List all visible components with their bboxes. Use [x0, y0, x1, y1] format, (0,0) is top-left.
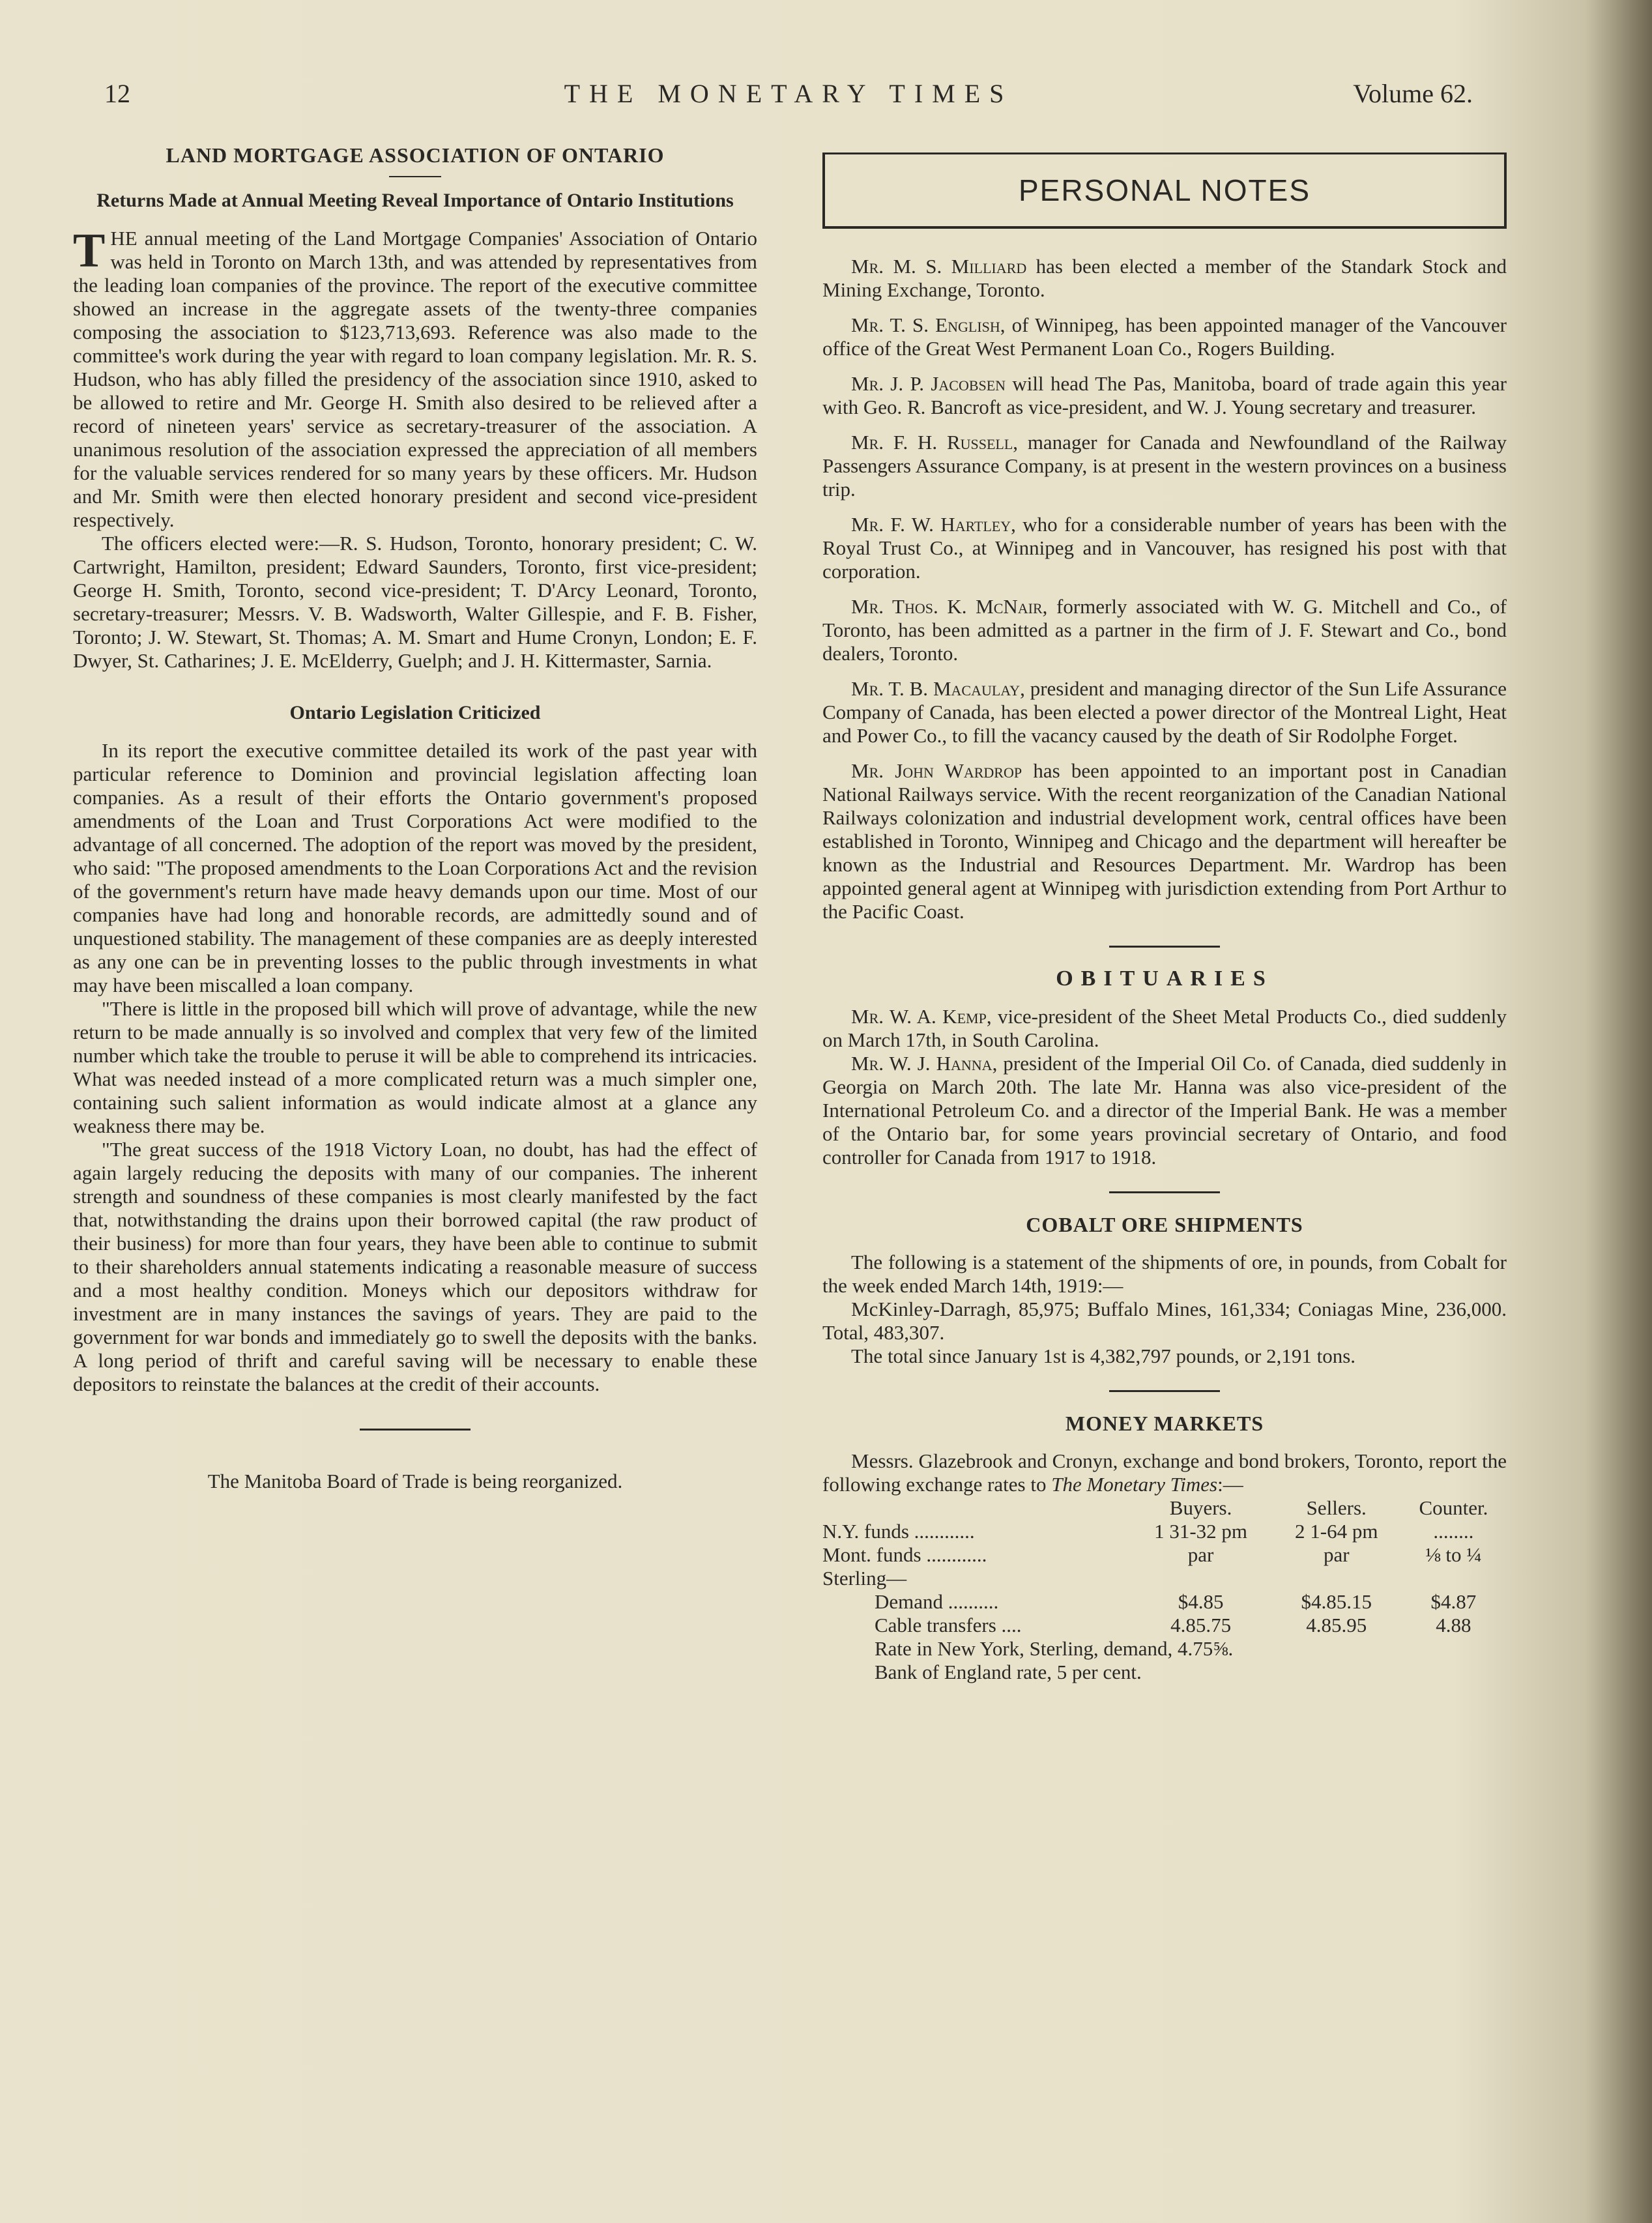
cobalt-heading: COBALT ORE SHIPMENTS — [1026, 1213, 1303, 1236]
drop-cap: T — [73, 224, 106, 278]
article-heading: LAND MORTGAGE ASSOCIATION OF ONTARIO — [166, 143, 665, 167]
rate-label: N.Y. funds ............ — [822, 1520, 975, 1543]
divider — [1109, 1191, 1220, 1193]
rate-label: Cable transfers .... — [875, 1614, 1022, 1636]
personal-note-entry — [822, 372, 1507, 419]
personal-note-entry — [822, 759, 1507, 923]
rate-counter: ⅛ to ¼ — [1425, 1543, 1482, 1566]
obituaries-list — [822, 1005, 1507, 1169]
rate-counter — [1400, 1567, 1507, 1590]
page-number: 12 — [104, 79, 130, 108]
rate-sellers: $4.85.15 — [1301, 1590, 1372, 1613]
rate-label: Sterling— — [822, 1567, 907, 1590]
personal-note-entry — [822, 313, 1507, 360]
rate-buyers — [1129, 1567, 1273, 1590]
section-subheading: Ontario Legislation Criticized — [289, 702, 541, 723]
rate-sellers — [1273, 1567, 1400, 1590]
divider — [1109, 1390, 1220, 1392]
exchange-rates-table — [822, 1496, 1507, 1637]
rate-sellers: 4.85.95 — [1306, 1614, 1367, 1636]
person-name: Mr. Thos. K. McNair — [851, 595, 1043, 618]
entry-text: , vice-president of the Sheet Metal Products Co., died suddenly on March 17th, in South Carolina. — [822, 1005, 1507, 1051]
article-paragraph: In its report the executive committee detailed its work of the past year with particular reference to Dominion and provincial legislation affecting loan companies. As a result of their efforts the Ontario government's proposed amendments of the Loan and Trust Corporations Act were modified to the advantage of all concerned. The adoption of the report was moved by the president, who said: "The proposed amendments to the Loan Corporations Act and the revision of the government's return have made heavy demands upon our time. Most of our companies have had long and honorable records, are admittedly sound and of unquestioned stability. The management of these companies are as deeply interested as any one can be in preventing losses to the public through investments in what may have been miscalled a loan company. — [73, 739, 757, 996]
rate-label: Mont. funds ............ — [822, 1543, 987, 1566]
rate-buyers: 1 31-32 pm — [1154, 1520, 1248, 1543]
right-column — [822, 143, 1507, 1684]
entry-text: , of Winnipeg, has been appointed manager of the Vancouver office of the Great West Permanent Loan Co., Rogers Building. — [822, 313, 1507, 360]
rate-counter: 4.88 — [1436, 1614, 1471, 1636]
person-name: Mr. W. J. Hanna — [851, 1052, 993, 1075]
divider — [360, 1429, 471, 1431]
entry-text: has been appointed to an important post in Canadian National Railways service. With the recent reorganization of the Canadian National Railways colonization and industrial development work, central offices have been established in Toronto, Winnipeg and Chicago and the department will hereafter be known as the Industrial and Resources Department. Mr. Wardrop has been appointed general agent at Winnipeg with jurisdiction extending from Port Arthur to the Pacific Coast. — [822, 759, 1507, 923]
person-name: Mr. T. S. English — [851, 313, 1000, 336]
rate-buyers: $4.85 — [1178, 1590, 1224, 1613]
entry-text: will head The Pas, Manitoba, board of trade again this year with Geo. R. Bancroft as vice-president, and W. J. Young secretary and treasurer. — [822, 372, 1507, 418]
entry-text: , president of the Imperial Oil Co. of Canada, died suddenly in Georgia on March 20th. The late Mr. Hanna was also vice-president of the International Petroleum Co. and a director of the Imperial Bank. He was a member of the Ontario bar, for some years provincial secretary of Ontario, and food controller for Canada from 1917 to 1918. — [822, 1052, 1507, 1169]
person-name: Mr. F. W. Hartley — [851, 513, 1011, 536]
obituary-entry — [822, 1005, 1507, 1052]
col-header-sellers: Sellers. — [1306, 1496, 1367, 1519]
article-paragraph: "The great success of the 1918 Victory Loan, no doubt, has had the effect of again largely reducing the deposits with many of our companies. The inherent strength and soundness of these companies is most clearly manifested by the fact that, notwithstanding the drains upon their borrowed capital (the raw product of their business) for more than four years, they have been able to continue to submit to their shareholders annual statements indicating a reasonable measure of success and a most healthy condition. Moneys which our depositors withdraw for investment are in many instances the savings of years. They are paid to the government for war bonds and immediately go to swell the deposits with the banks. A long period of thrift and careful saving will be necessary to enable these depositors to reinstate the balances at the credit of their accounts. — [73, 1138, 757, 1395]
personal-note-entry — [822, 255, 1507, 302]
cobalt-paragraph: The following is a statement of the shipments of ore, in pounds, from Cobalt for the week ended March 14th, 1919:— — [822, 1251, 1507, 1297]
divider — [389, 176, 441, 177]
rate-sellers: par — [1323, 1543, 1350, 1566]
personal-note-entry — [822, 595, 1507, 665]
rate-note: Bank of England rate, 5 per cent. — [875, 1661, 1142, 1683]
rate-note: Rate in New York, Sterling, demand, 4.75⅝. — [875, 1637, 1234, 1660]
divider — [1109, 946, 1220, 948]
page-header — [104, 78, 1473, 117]
personal-note-entry — [822, 431, 1507, 501]
table-row — [822, 1567, 1507, 1590]
person-name: Mr. T. B. Macaulay — [851, 677, 1021, 700]
entry-text: has been elected a member of the Standark Stock and Mining Exchange, Toronto. — [822, 255, 1507, 301]
table-header-row — [822, 1496, 1507, 1520]
entry-text: , formerly associated with W. G. Mitchell and Co., of Toronto, has been admitted as a partner in the firm of J. F. Stewart and Co., bond dealers, Toronto. — [822, 595, 1507, 665]
money-markets-heading: MONEY MARKETS — [1065, 1412, 1264, 1435]
obituary-entry — [822, 1052, 1507, 1169]
person-name: Mr. M. S. Milliard — [851, 255, 1027, 278]
rate-label: Demand .......... — [875, 1590, 999, 1613]
rate-sellers: 2 1-64 pm — [1295, 1520, 1378, 1543]
entry-text: , president and managing director of the Sun Life Assurance Company of Canada, has been elected a power director of the Montreal Light, Heat and Power Co., to fill the vacancy caused by the death of Sir Rodolphe Forget. — [822, 677, 1507, 747]
article-paragraph: THE annual meeting of the Land Mortgage Companies' Association of Ontario was held in Toronto on March 13th, and was attended by representatives from the leading loan companies of the province. The report of the executive committee showed an increase in the aggregate assets of the twenty-three companies composing the association to $123,713,693. Reference was also made to the committee's work during the year with regard to loan company legislation. Mr. R. S. Hudson, who has ably filled the presidency of the association since 1910, asked to be allowed to retire and Mr. George H. Smith also desired to be relieved after a record of nineteen years' service as secretary-treasurer of the association. A unanimous resolution of the association expressed the appreciation of all members for the valuable services rendered for so many years by these officers. Mr. Hudson and Mr. Smith were then elected honorary president and second vice-president respectively. — [73, 224, 757, 531]
entry-text: , manager for Canada and Newfoundland of the Railway Passengers Assurance Company, is at present in the western provinces on a business trip. — [822, 431, 1507, 501]
cobalt-paragraph: The total since January 1st is 4,382,797 pounds, or 2,191 tons. — [851, 1344, 1356, 1367]
article-paragraph: "There is little in the proposed bill which will prove of advantage, while the new return to be made annually is so involved and complex that very few of the limited number which take the trouble to peruse it will be able to comprehend its intricacies. What was needed instead of a more complicated return was a much simpler one, containing such salient information as would indicate almost at a glance any weakness there may be. — [73, 997, 757, 1137]
person-name: Mr. W. A. Kemp — [851, 1005, 987, 1028]
volume-label: Volume 62. — [1353, 79, 1473, 108]
person-name: Mr. J. P. Jacobsen — [851, 372, 1006, 395]
table-row — [822, 1520, 1507, 1543]
rate-buyers: par — [1187, 1543, 1214, 1566]
rate-counter: $4.87 — [1430, 1590, 1477, 1613]
person-name: Mr. F. H. Russell — [851, 431, 1013, 454]
personal-note-entry — [822, 513, 1507, 583]
entry-text: , who for a considerable number of years has been with the Royal Trust Co., at Winnipeg and in Vancouver, has resigned his post with that corporation. — [822, 513, 1507, 583]
personal-note-entry — [822, 677, 1507, 748]
masthead: THE MONETARY TIMES — [564, 79, 1013, 108]
table-row — [822, 1614, 1507, 1637]
article-paragraph: The officers elected were:—R. S. Hudson, Toronto, honorary president; C. W. Cartwright, Hamilton, president; Edward Saunders, Toronto, first vice-president; George H. Smith, Toronto, second vice-president; T. D'Arcy Leonard, Toronto, secretary-treasurer; Messrs. V. B. Wadsworth, Walter Gillespie, and F. B. Fisher, Toronto; J. W. Stewart, St. Thomas; A. M. Smart and Hume Cronyn, London; E. F. Dwyer, St. Catharines; J. E. McElderry, Guelph; and J. H. Kittermaster, Sarnia. — [73, 532, 757, 672]
news-brief: The Manitoba Board of Trade is being reorganized. — [207, 1470, 623, 1492]
money-intro: Messrs. Glazebrook and Cronyn, exchange and bond brokers, Toronto, report the following exchange rates to The Monetary Times:— — [822, 1449, 1507, 1496]
col-header-counter: Counter. — [1419, 1496, 1488, 1519]
person-name: Mr. John Wardrop — [851, 759, 1022, 782]
left-column — [73, 143, 757, 1493]
rate-buyers: 4.85.75 — [1170, 1614, 1232, 1636]
table-row — [822, 1543, 1507, 1567]
obituaries-heading: OBITUARIES — [1056, 966, 1273, 991]
cobalt-paragraph: McKinley-Darragh, 85,975; Buffalo Mines, 161,334; Coniagas Mine, 236,000. Total, 483,307. — [822, 1298, 1507, 1344]
rate-counter: ........ — [1433, 1520, 1474, 1543]
table-row — [822, 1590, 1507, 1614]
col-header-buyers: Buyers. — [1169, 1496, 1232, 1519]
personal-notes-list — [822, 255, 1507, 923]
article-subheading: Returns Made at Annual Meeting Reveal Importance of Ontario Institutions — [96, 190, 734, 211]
personal-notes-box: PERSONAL NOTES — [822, 153, 1507, 229]
